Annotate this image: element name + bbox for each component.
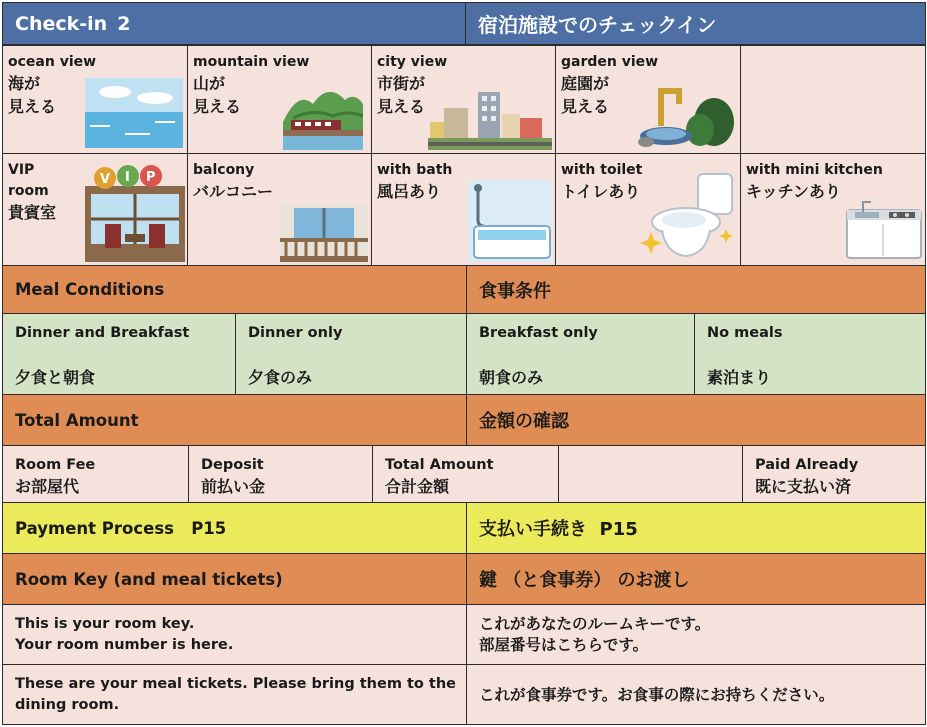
amount-deposit [188, 445, 373, 503]
svg-text:V: V [100, 172, 111, 187]
room-key-header-jp [466, 553, 926, 605]
kitchen-icon [843, 198, 923, 260]
balcony-icon [280, 204, 368, 262]
garden-icon [636, 86, 736, 150]
meal-tickets-row-jp [466, 664, 926, 725]
total-amount-title-en: Total Amount [15, 410, 139, 430]
meal-option-jp: 夕食と朝食 [15, 368, 96, 387]
room-type-label-en: balcony [193, 162, 255, 178]
room-key-row-jp [466, 604, 926, 665]
room-type-ocean-view [2, 45, 188, 154]
meal-option-jp: 素泊まり [707, 368, 772, 387]
room-type-with-toilet [555, 153, 741, 266]
amount-paid-already [742, 445, 926, 503]
room-key-text-jp: これがあなたのルームキーです。 部屋番号はこちらです。 [479, 615, 711, 654]
room-type-label-jp: バルコニー [193, 182, 274, 201]
room-type-label-en: VIP room [8, 162, 49, 199]
meal-option-breakfast-only [466, 313, 695, 395]
room-key-title-jp: 鍵 （と食事券） のお渡し [479, 570, 690, 591]
room-type-label-jp: 風呂あり [377, 182, 442, 201]
header-left [2, 2, 466, 45]
amount-empty [558, 445, 743, 503]
room-type-vip-room [2, 153, 188, 266]
mountain-train-icon [283, 82, 363, 150]
meal-option-dinner-only [235, 313, 467, 395]
header-number: 2 [117, 12, 131, 35]
room-type-balcony [187, 153, 372, 266]
city-icon [428, 90, 552, 150]
ocean-icon [85, 78, 183, 148]
meal-option-jp: 夕食のみ [248, 368, 313, 387]
meal-option-dinner-and-breakfast [2, 313, 236, 395]
meal-option-en: No meals [707, 325, 783, 341]
amount-item-en: Total Amount [385, 457, 494, 473]
room-type-with-mini-kitchen [740, 153, 926, 266]
room-type-label-jp: 海が 見える [8, 74, 57, 116]
room-type-label-en: mountain view [193, 54, 310, 70]
amount-total-amount [372, 445, 559, 503]
header-title-jp: 宿泊施設でのチェックイン [478, 13, 717, 37]
meal-option-jp: 朝食のみ [479, 368, 544, 387]
payment-process-title-jp: 支払い手続き P15 [479, 519, 638, 540]
room-type-mountain-view [187, 45, 372, 154]
meal-conditions-header-en [2, 265, 467, 314]
room-key-text-en: This is your room key. Your room number is here. [15, 616, 234, 653]
header-title-en: Check-in [15, 12, 108, 35]
room-type-label-jp: キッチンあり [746, 182, 841, 201]
amount-item-en: Deposit [201, 457, 264, 473]
toilet-icon [640, 170, 736, 264]
room-type-label-jp: トイレあり [561, 182, 641, 201]
room-type-label-jp: 市街が 見える [377, 74, 426, 116]
svg-text:I: I [125, 170, 130, 185]
amount-item-jp: 合計金額 [385, 477, 450, 496]
meal-conditions-title-en: Meal Conditions [15, 280, 165, 299]
svg-text:P: P [146, 170, 156, 185]
room-type-label-en: ocean view [8, 54, 97, 70]
payment-process-title-en: Payment Process P15 [15, 518, 227, 538]
bathtub-icon [468, 180, 552, 262]
amount-item-jp: 前払い金 [201, 477, 266, 496]
total-amount-header-en [2, 394, 467, 446]
room-type-city-view [371, 45, 556, 154]
meal-conditions-title-jp: 食事条件 [479, 280, 551, 302]
amount-item-jp: 既に支払い済 [755, 477, 852, 496]
meal-option-en: Dinner and Breakfast [15, 325, 190, 341]
payment-process-header-en [2, 502, 467, 554]
amount-item-jp: お部屋代 [15, 477, 80, 496]
amount-room-fee [2, 445, 189, 503]
room-type-empty [740, 45, 926, 154]
total-amount-title-jp: 金額の確認 [479, 411, 569, 432]
meal-tickets-text-jp: これが食事券です。お食事の際にお持ちください。 [479, 686, 835, 704]
meal-conditions-header-jp [466, 265, 926, 314]
total-amount-header-jp [466, 394, 926, 446]
room-key-row-en [2, 604, 467, 665]
room-type-label-jp: 山が 見える [193, 74, 242, 116]
room-type-label-en: garden view [561, 54, 659, 70]
room-type-with-bath [371, 153, 556, 266]
room-type-garden-view [555, 45, 741, 154]
room-key-title-en: Room Key (and meal tickets) [15, 569, 283, 589]
room-type-label-en: with bath [377, 162, 453, 178]
room-key-header-en [2, 553, 467, 605]
meal-tickets-text-en: These are your meal tickets. Please bring them to the dining room. [15, 676, 457, 713]
amount-item-en: Room Fee [15, 457, 96, 473]
room-type-label-jp: 庭園が 見える [561, 74, 610, 116]
meal-tickets-row-en [2, 664, 467, 725]
meal-option-en: Dinner only [248, 325, 343, 341]
amount-item-en: Paid Already [755, 457, 859, 473]
room-type-label-en: with toilet [561, 162, 643, 178]
header-right [465, 2, 926, 45]
room-type-label-en: city view [377, 54, 448, 70]
payment-process-header-jp [466, 502, 926, 554]
room-type-label-en: with mini kitchen [746, 162, 883, 178]
room-type-label-jp: 貴賓室 [8, 203, 57, 222]
vip-room-icon [85, 164, 185, 262]
meal-option-en: Breakfast only [479, 325, 598, 341]
meal-option-no-meals [694, 313, 926, 395]
